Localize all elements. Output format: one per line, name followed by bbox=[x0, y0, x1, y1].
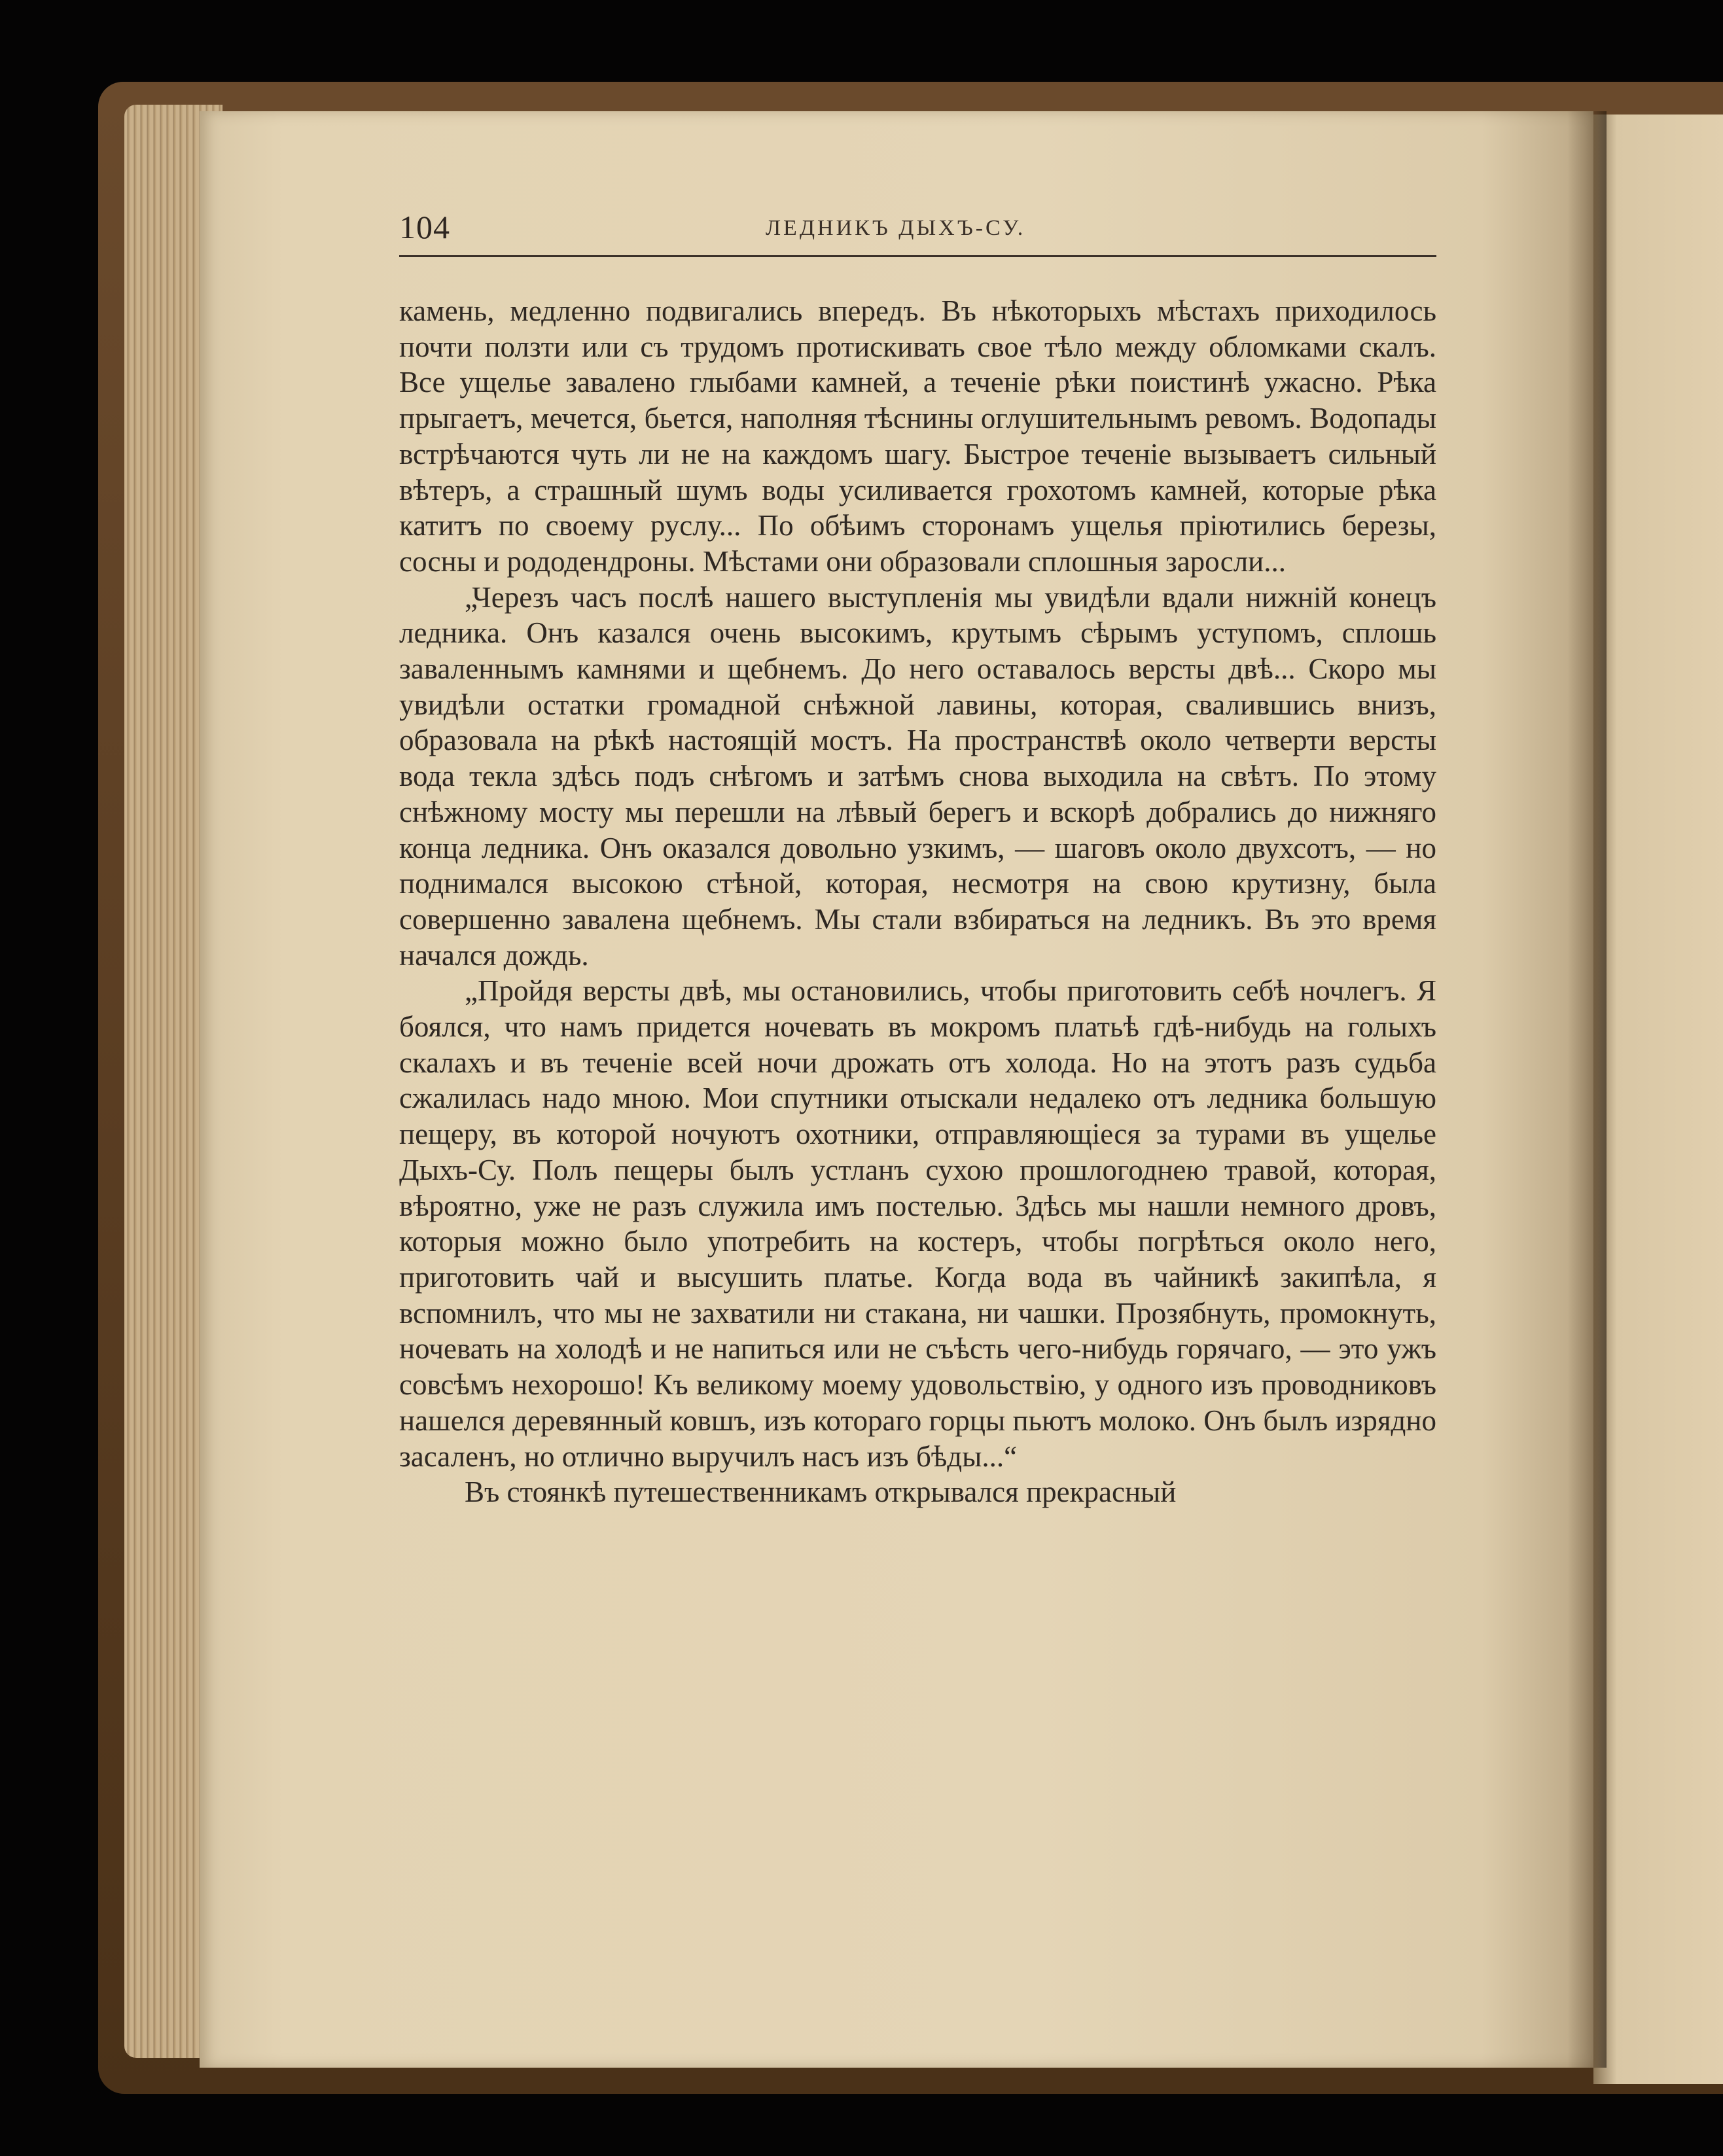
body-text bbox=[399, 293, 1436, 1510]
paragraph: „Пройдя версты двѣ, мы остановились, чтобы приготовить себѣ ночлегъ. Я боялся, что намъ придется ночевать въ мокромъ платьѣ гдѣ-нибудь на голыхъ скалахъ и въ теченіе всей ночи дрожать отъ холода. Но на этотъ разъ судьба сжалилась надо мною. Мои спутники отыскали недалеко отъ ледника большую пещеру, въ которой ночуютъ охотники, отправляющіеся за турами въ ущелье Дыхъ-Су. Полъ пещеры былъ устланъ сухою прошлогоднею травой, которая, вѣроятно, уже не разъ служила имъ постелью. Здѣсь мы нашли немного дровъ, которыя можно было употребить на костеръ, чтобы погрѣться около него, приготовить чай и высушить платье. Когда вода въ чайникѣ закипѣла, я вспомнилъ, что мы не захватили ни стакана, ни чашки. Прозябнуть, промокнуть, ночевать на холодѣ и не напиться или не съѣсть чего-нибудь горячаго, — это ужъ совсѣмъ нехорошо! Къ великому моему удовольствію, у одного изъ проводниковъ нашелся деревянный ковшъ, изъ котораго горцы пьютъ молоко. Онъ былъ изрядно засаленъ, но отлично выручилъ насъ изъ бѣды...“ bbox=[399, 974, 1436, 1473]
running-title: ЛЕДНИКЪ ДЫХЪ-СУ. bbox=[766, 216, 1026, 240]
page-number: 104 bbox=[399, 209, 450, 245]
paragraph: „Черезъ часъ послѣ нашего выступленія мы увидѣли вдали нижній конецъ ледника. Онъ казался очень высокимъ, крутымъ сѣрымъ уступомъ, сплошь заваленнымъ камнями и щебнемъ. До него оставалось версты двѣ... Скоро мы увидѣли остатки громадной снѣжной лавины, которая, свалившись внизъ, образовала на рѣкѣ настоящій мостъ. На пространствѣ около четверти версты вода текла здѣсь подъ снѣгомъ и затѣмъ снова выходила на свѣтъ. По этому снѣжному мосту мы перешли на лѣвый берегъ и вскорѣ добрались до нижняго конца ледника. Онъ оказался довольно узкимъ, — шаговъ около двухсотъ, — но поднимался высокою стѣной, которая, несмотря на свою крутизну, была совершенно завалена щебнемъ. Мы стали взбираться на ледникъ. Въ это время начался дождь. bbox=[399, 580, 1436, 972]
facing-page bbox=[1593, 115, 1723, 2084]
running-head bbox=[399, 208, 1436, 257]
paragraph: камень, медленно подвигались впередъ. Въ нѣкоторыхъ мѣстахъ приходилось почти ползти или съ трудомъ протискивать свое тѣло между обломками скалъ. Все ущелье завалено глыбами камней, а теченіе рѣки поистинѣ ужасно. Рѣка прыгаетъ, мечется, бьется, наполняя тѣснины оглушительнымъ ревомъ. Водопады встрѣчаются чуть ли не на каждомъ шагу. Быстрое теченіе вызываетъ сильный вѣтеръ, а страшный шумъ воды усиливается грохотомъ камней, которые рѣка катитъ по своему руслу... По обѣимъ сторонамъ ущелья пріютились березы, сосны и рододендроны. Мѣстами они образовали сплошныя заросли... bbox=[399, 294, 1436, 578]
paragraph: Въ стоянкѣ путешественникамъ открывался прекрасный bbox=[465, 1476, 1177, 1509]
gutter-shadow bbox=[1567, 111, 1607, 2068]
